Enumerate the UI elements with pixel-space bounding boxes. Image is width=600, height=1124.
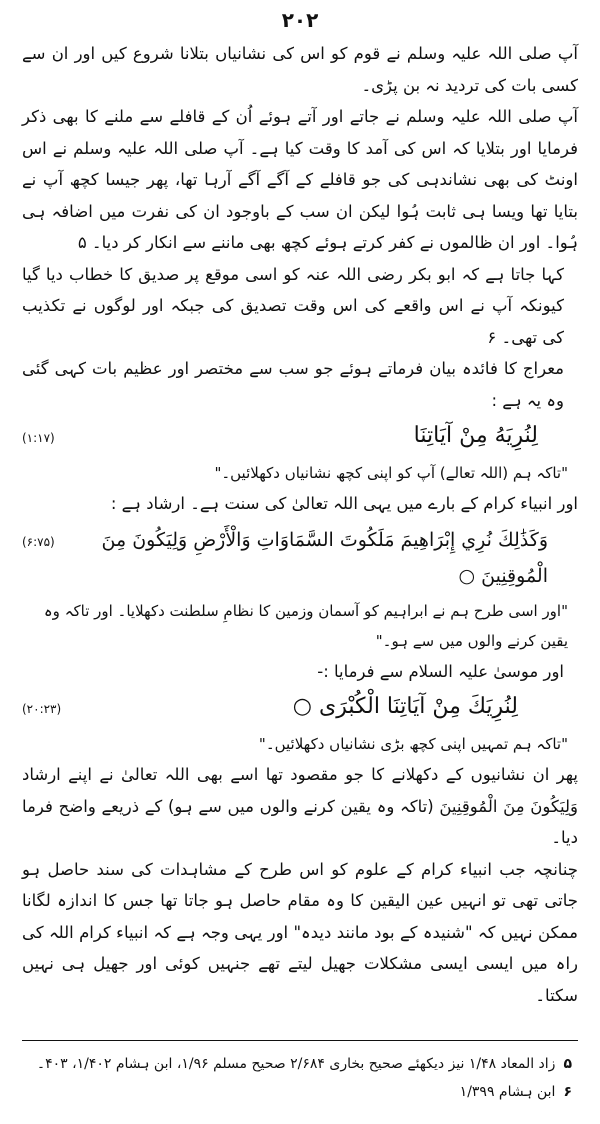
- footnote-divider: [22, 1040, 578, 1041]
- footnotes: [22, 1050, 578, 1106]
- paragraph-7: پھر ان نشانیوں کے دکھلانے کا جو مقصود تھا اسے بھی اللہ تعالیٰ نے اپنے ارشاد وَلِيَكُونَ مِنَ الْمُوقِنِينَ (تاکہ وہ یقین کرنے والوں میں سے ہو) کے ذریعے واضح فرما دیا۔: [22, 765, 578, 847]
- footnote-1-number: ۵: [563, 1056, 572, 1072]
- quran-verse-3: [22, 689, 578, 727]
- quran-verse-1-ref: (۱:۱۷): [22, 431, 55, 445]
- translation-3: "تاکہ ہم تمہیں اپنی کچھ بڑی نشانیاں دکھلائیں۔": [258, 735, 568, 753]
- quran-verse-2-ref: (۶:۷۵): [22, 534, 55, 549]
- translation-2: "اور اسی طرح ہم نے ابراہیم کو آسمان وزمین کا نظامِ سلطنت دکھلایا۔ اور تاکہ وہ یقین کرنے والوں میں سے ہو۔": [43, 601, 568, 650]
- translation-1: "تاکہ ہم (اللہ تعالے) آپ کو اپنی کچھ نشانیاں دکھلائیں۔": [214, 464, 568, 482]
- paragraph-2: آپ صلی اللہ علیہ وسلم نے جاتے اور آتے ہوئے اُن کے قافلے سے ملنے کا بھی ذکر فرمایا اور بتلایا کہ اس کی آمد کا وقت کیا ہے۔ آپ صلی اللہ علیہ وسلم نے اس اونٹ کی بھی نشاندہی کی جو قافلے کے آگے آگے آرہا تھا، پھر جیسا کچھ آپ نے بتایا تھا ویسا ہی ثابت ہُوا لیکن ان سب کے باوجود ان کی نفرت میں اضافہ ہی ہُوا۔ اور ان ظالموں نے کفر کرتے ہوئے کچھ بھی ماننے سے انکار کر دیا۔ ۵: [22, 107, 578, 252]
- quran-verse-1: [22, 418, 578, 456]
- paragraph-4: معراج کا فائدہ بیان فرماتے ہوئے جو سب سے مختصر اور عظیم بات کہی گئی وہ یہ ہے :: [22, 359, 564, 410]
- footnote-1-text: زاد المعاد ۱/۴۸ نیز دیکھئے صحیح بخاری ۲/۶۸۴ صحیح مسلم ۱/۹۶، ابن ہشام ۱/۴۰۲، ۴۰۳۔: [36, 1056, 556, 1072]
- page-number: ۲۰۲: [281, 8, 319, 32]
- paragraph-3: کہا جاتا ہے کہ ابو بکر رضی اللہ عنہ کو اسی موقع پر صدیق کا خطاب دیا گیا کیونکہ آپ نے اس واقعے کی اس وقت تصدیق کی جبکہ اور لوگوں نے تکذیب کی تھی۔ ۶: [22, 264, 564, 347]
- quran-verse-3-text: لِنُرِيَكَ مِنْ آيَاتِنَا الْكُبْرَى ○: [292, 694, 518, 719]
- paragraph-5: اور انبیاء کرام کے بارے میں یہی اللہ تعالیٰ کی سنت ہے۔ ارشاد ہے :: [110, 494, 578, 513]
- paragraph-1: آپ صلی اللہ علیہ وسلم نے قوم کو اس کی نشانیاں بتلانا شروع کیں اور ان سے کسی بات کی تردید نہ بن پڑی۔: [22, 44, 578, 95]
- footnote-1: [22, 1050, 578, 1078]
- quran-verse-3-ref: (۲۰:۲۳): [22, 702, 62, 716]
- footnote-2-text: ابن ہشام ۱/۳۹۹: [459, 1084, 556, 1100]
- footnote-2: [22, 1078, 578, 1106]
- quran-verse-2-text: وَكَذَٰلِكَ نُرِي إِبْرَاهِيمَ مَلَكُوتَ السَّمَاوَاتِ وَالْأَرْضِ وَلِيَكُونَ مِنَ الْمُوقِنِينَ ○: [101, 528, 548, 587]
- paragraph-6: اور موسیٰ علیہ السلام سے فرمایا :-: [317, 661, 564, 681]
- quran-verse-1-text: لِنُرِيَهُ مِنْ آيَاتِنَا: [413, 423, 538, 448]
- paragraph-8: چنانچہ جب انبیاء کرام کے علوم کو اس طرح کے مشاہدات کی سند حاصل ہو جاتی تھی تو انہیں عین الیقین کا وہ مقام حاصل ہو جاتا تھا جس کا اندازہ لگانا ممکن نہیں کہ "شنیدہ کے بود مانند دیدہ" اور یہی وجہ ہے کہ انبیاء کرام اللہ کی راہ میں ایسی ایسی مشکلات جھیل لیتے تھے جنہیں کوئی اور جھیل ہی نہیں سکتا۔: [22, 859, 578, 1005]
- quran-verse-2: [22, 522, 578, 594]
- footnote-2-number: ۶: [563, 1084, 572, 1100]
